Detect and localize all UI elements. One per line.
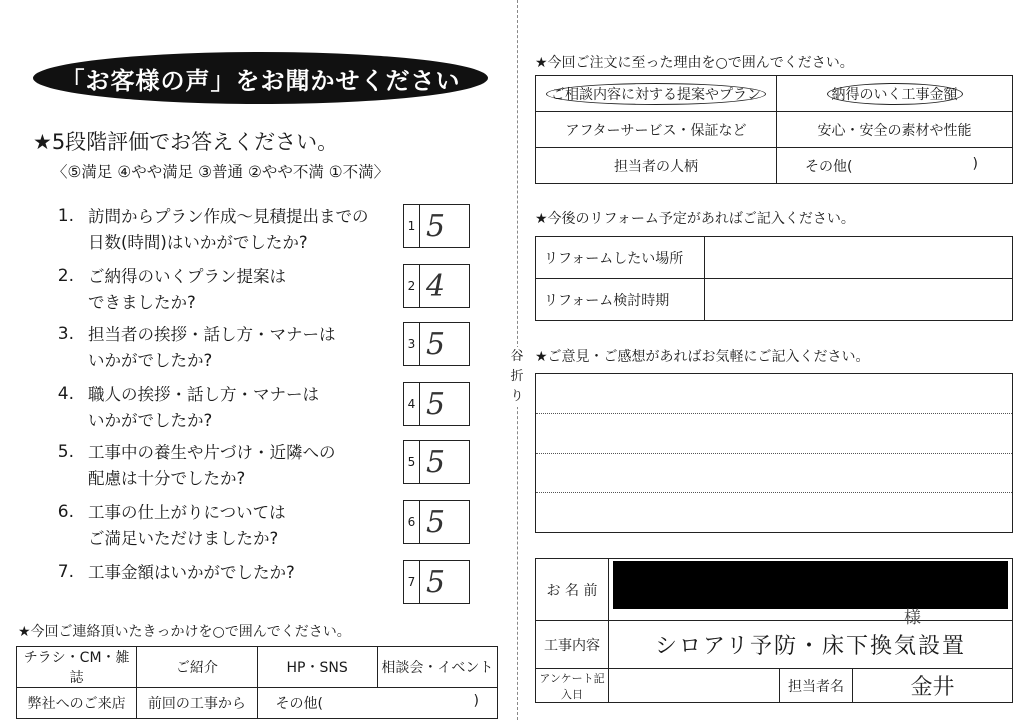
contact-option-store-visit[interactable]: 弊社へのご来店 bbox=[17, 688, 137, 719]
question-text bbox=[88, 560, 295, 586]
reason-option-after-service[interactable]: アフターサービス・保証など bbox=[536, 112, 777, 148]
redacted-name bbox=[613, 561, 1008, 609]
question-line-2: いかがでしたか? bbox=[88, 351, 213, 370]
contact-heading: ★今回ご連絡頂いたきっかけを○で囲んでください。 bbox=[18, 624, 351, 640]
question-line-2: 日数(時間)はいかがでしたか? bbox=[88, 233, 308, 252]
question-line-2: 配慮は十分でしたか? bbox=[88, 469, 246, 488]
reason-option-material[interactable]: 安心・安全の素材や性能 bbox=[777, 112, 1013, 148]
opinion-box[interactable] bbox=[535, 373, 1013, 533]
rating-heading: ★5段階評価でお答えください。 bbox=[33, 130, 339, 154]
answer-index: 3 bbox=[404, 323, 420, 365]
question-line-1: 工事金額はいかがでしたか? bbox=[88, 563, 295, 582]
question-line-2: いかがでしたか? bbox=[88, 411, 213, 430]
staff-label: 担当者名 bbox=[780, 669, 853, 703]
contact-option-referral[interactable]: ご紹介 bbox=[137, 647, 257, 688]
contact-option-event[interactable]: 相談会・イベント bbox=[377, 647, 497, 688]
name-field[interactable] bbox=[609, 559, 1013, 628]
answer-index: 5 bbox=[404, 441, 420, 483]
question-number: 3. bbox=[57, 324, 74, 344]
answer-index: 2 bbox=[404, 265, 420, 307]
work-value[interactable]: シロアリ予防・床下換気設置 bbox=[609, 621, 1013, 669]
reform-place-input[interactable] bbox=[705, 237, 1013, 279]
opinion-line-2 bbox=[536, 453, 1012, 454]
reform-table bbox=[535, 236, 1013, 321]
answer-box[interactable] bbox=[403, 322, 470, 366]
question-text bbox=[88, 382, 319, 434]
fold-label: 谷折り bbox=[509, 347, 525, 407]
question-line-2: できましたか? bbox=[88, 293, 196, 312]
answer-box[interactable] bbox=[403, 204, 470, 248]
question-number: 4. bbox=[57, 384, 74, 404]
reason-option-price[interactable] bbox=[777, 76, 1013, 112]
question-text bbox=[88, 264, 286, 316]
reason-price-label: 納得のいく工事金額 bbox=[827, 83, 963, 105]
answer-value: 5 bbox=[426, 564, 446, 600]
reform-heading: ★今後のリフォーム予定があればご記入ください。 bbox=[535, 211, 855, 227]
answer-value: 5 bbox=[426, 326, 446, 362]
reform-time-label: リフォーム検討時期 bbox=[536, 279, 705, 321]
answer-index: 6 bbox=[404, 501, 420, 543]
contact-option-previous-work[interactable]: 前回の工事から bbox=[137, 688, 257, 719]
survey-date-label: アンケート記入日 bbox=[536, 669, 609, 703]
reason-other-close: ) bbox=[972, 155, 978, 172]
work-label: 工事内容 bbox=[536, 621, 609, 669]
reform-place-label: リフォームしたい場所 bbox=[536, 237, 705, 279]
page-title: 「お客様の声」をお聞かせください bbox=[33, 52, 488, 104]
survey-date-field[interactable] bbox=[609, 669, 780, 703]
reason-option-proposal[interactable] bbox=[536, 76, 777, 112]
question-line-1: 担当者の挨拶・話し方・マナーは bbox=[88, 325, 336, 344]
contact-other-label: その他( bbox=[275, 696, 323, 712]
answer-index: 1 bbox=[404, 205, 420, 247]
contact-option-flyer[interactable]: チラシ・CM・雑誌 bbox=[17, 647, 137, 688]
question-text bbox=[88, 204, 369, 256]
rating-legend: 〈⑤満足 ④やや満足 ③普通 ②やや不満 ①不満〉 bbox=[52, 163, 390, 181]
answer-box[interactable] bbox=[403, 382, 470, 426]
answer-box[interactable] bbox=[403, 264, 470, 308]
reason-option-other[interactable] bbox=[777, 148, 1013, 184]
question-number: 7. bbox=[57, 562, 74, 582]
answer-index: 7 bbox=[404, 561, 420, 603]
reason-option-staff[interactable]: 担当者の人柄 bbox=[536, 148, 777, 184]
question-line-1: 職人の挨拶・話し方・マナーは bbox=[88, 385, 319, 404]
reason-table bbox=[535, 75, 1013, 184]
name-label: お 名 前 bbox=[536, 559, 609, 621]
question-number: 5. bbox=[57, 442, 74, 462]
question-line-1: 工事中の養生や片づけ・近隣への bbox=[88, 443, 336, 462]
reason-proposal-label: ご相談内容に対する提案やプラン bbox=[546, 83, 766, 105]
contact-option-hp-sns[interactable]: HP・SNS bbox=[257, 647, 377, 688]
contact-table bbox=[16, 646, 498, 719]
answer-value: 4 bbox=[426, 268, 446, 304]
answer-value: 5 bbox=[426, 208, 446, 244]
opinion-line-1 bbox=[536, 413, 1012, 414]
opinion-heading: ★ご意見・ご感想があればお気軽にご記入ください。 bbox=[535, 349, 870, 365]
answer-box[interactable] bbox=[403, 560, 470, 604]
staff-value[interactable]: 金井 bbox=[853, 669, 1013, 703]
reason-other-label: その他( bbox=[805, 158, 853, 175]
customer-info-table bbox=[535, 558, 1013, 703]
answer-box[interactable] bbox=[403, 440, 470, 484]
answer-box[interactable] bbox=[403, 500, 470, 544]
reason-heading: ★今回ご注文に至った理由を○で囲んでください。 bbox=[535, 55, 854, 71]
answer-value: 5 bbox=[426, 504, 446, 540]
reform-time-input[interactable] bbox=[705, 279, 1013, 321]
question-line-1: 訪問からプラン作成～見積提出までの bbox=[88, 207, 369, 226]
question-text bbox=[88, 500, 286, 552]
question-text bbox=[88, 322, 336, 374]
question-number: 6. bbox=[57, 502, 74, 522]
answer-index: 4 bbox=[404, 383, 420, 425]
question-number: 1. bbox=[57, 206, 74, 226]
contact-option-other[interactable] bbox=[257, 688, 498, 719]
question-number: 2. bbox=[57, 266, 74, 286]
question-line-2: ご満足いただけましたか? bbox=[88, 529, 279, 548]
name-suffix: 様 bbox=[904, 608, 921, 628]
contact-other-close: ) bbox=[473, 693, 479, 709]
question-text bbox=[88, 440, 336, 492]
answer-value: 5 bbox=[426, 386, 446, 422]
question-line-1: 工事の仕上がりについては bbox=[88, 503, 286, 522]
question-line-1: ご納得のいくプラン提案は bbox=[88, 267, 286, 286]
answer-value: 5 bbox=[426, 444, 446, 480]
opinion-line-3 bbox=[536, 492, 1012, 493]
